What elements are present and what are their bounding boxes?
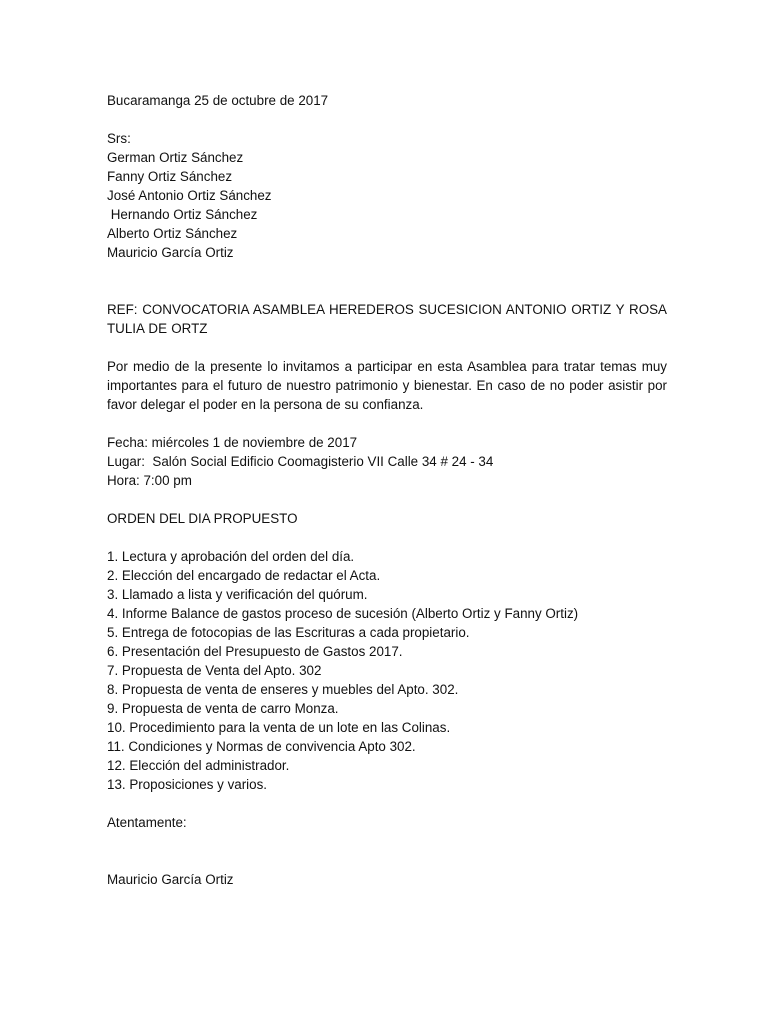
- agenda-item: 5. Entrega de fotocopias de las Escrituras a cada propietario.: [107, 625, 470, 640]
- agenda-list: [107, 547, 667, 794]
- body-paragraph: Por medio de la presente lo invitamos a participar en esta Asamblea para tratar temas muy importantes para el futuro de nuestro patrimonio y bienestar. En caso de no poder asistir por favor delegar el poder en la persona de su confianza.: [107, 359, 667, 412]
- signature-name: Mauricio García Ortiz: [107, 872, 234, 887]
- spacer: [107, 528, 667, 547]
- spacer: [107, 490, 667, 509]
- recipient-name: Fanny Ortiz Sánchez: [107, 169, 233, 184]
- letter-body: [107, 91, 667, 889]
- recipients-salutation: Srs:: [107, 131, 131, 146]
- spacer: [107, 794, 667, 813]
- agenda-item: 12. Elección del administrador.: [107, 758, 290, 773]
- agenda-item: 8. Propuesta de venta de enseres y muebles del Apto. 302.: [107, 682, 459, 697]
- agenda-item: 9. Propuesta de venta de carro Monza.: [107, 701, 339, 716]
- meeting-details: [107, 433, 667, 490]
- meeting-place: Lugar: Salón Social Edificio Coomagisterio VII Calle 34 # 24 - 34: [107, 454, 494, 469]
- recipient-name: Alberto Ortiz Sánchez: [107, 226, 238, 241]
- recipient-name: German Ortiz Sánchez: [107, 150, 244, 165]
- spacer: [107, 414, 667, 433]
- spacer: [107, 262, 667, 300]
- meeting-date: Fecha: miércoles 1 de noviembre de 2017: [107, 435, 358, 450]
- agenda-item: 6. Presentación del Presupuesto de Gastos 2017.: [107, 644, 403, 659]
- reference-line: REF: CONVOCATORIA ASAMBLEA HEREDEROS SUCESICION ANTONIO ORTIZ Y ROSA TULIA DE ORTZ: [107, 302, 667, 336]
- agenda-item: 3. Llamado a lista y verificación del quórum.: [107, 587, 368, 602]
- agenda-item: 13. Proposiciones y varios.: [107, 777, 268, 792]
- agenda-item: 2. Elección del encargado de redactar el Acta.: [107, 568, 381, 583]
- agenda-title: ORDEN DEL DIA PROPUESTO: [107, 511, 298, 526]
- spacer: [107, 110, 667, 129]
- agenda-item: 11. Condiciones y Normas de convivencia Apto 302.: [107, 739, 416, 754]
- meeting-time: Hora: 7:00 pm: [107, 473, 192, 488]
- recipient-name: Mauricio García Ortiz: [107, 245, 234, 260]
- place-date: Bucaramanga 25 de octubre de 2017: [107, 93, 329, 108]
- agenda-item: 10. Procedimiento para la venta de un lote en las Colinas.: [107, 720, 451, 735]
- spacer: [107, 338, 667, 357]
- recipient-name: Hernando Ortiz Sánchez: [107, 207, 258, 222]
- recipient-name: José Antonio Ortiz Sánchez: [107, 188, 272, 203]
- signature-space: [107, 832, 667, 870]
- agenda-item: 4. Informe Balance de gastos proceso de sucesión (Alberto Ortiz y Fanny Ortiz): [107, 606, 579, 621]
- closing-salutation: Atentamente:: [107, 815, 187, 830]
- recipients-block: [107, 129, 667, 262]
- agenda-item: 1. Lectura y aprobación del orden del día.: [107, 549, 355, 564]
- agenda-item: 7. Propuesta de Venta del Apto. 302: [107, 663, 322, 678]
